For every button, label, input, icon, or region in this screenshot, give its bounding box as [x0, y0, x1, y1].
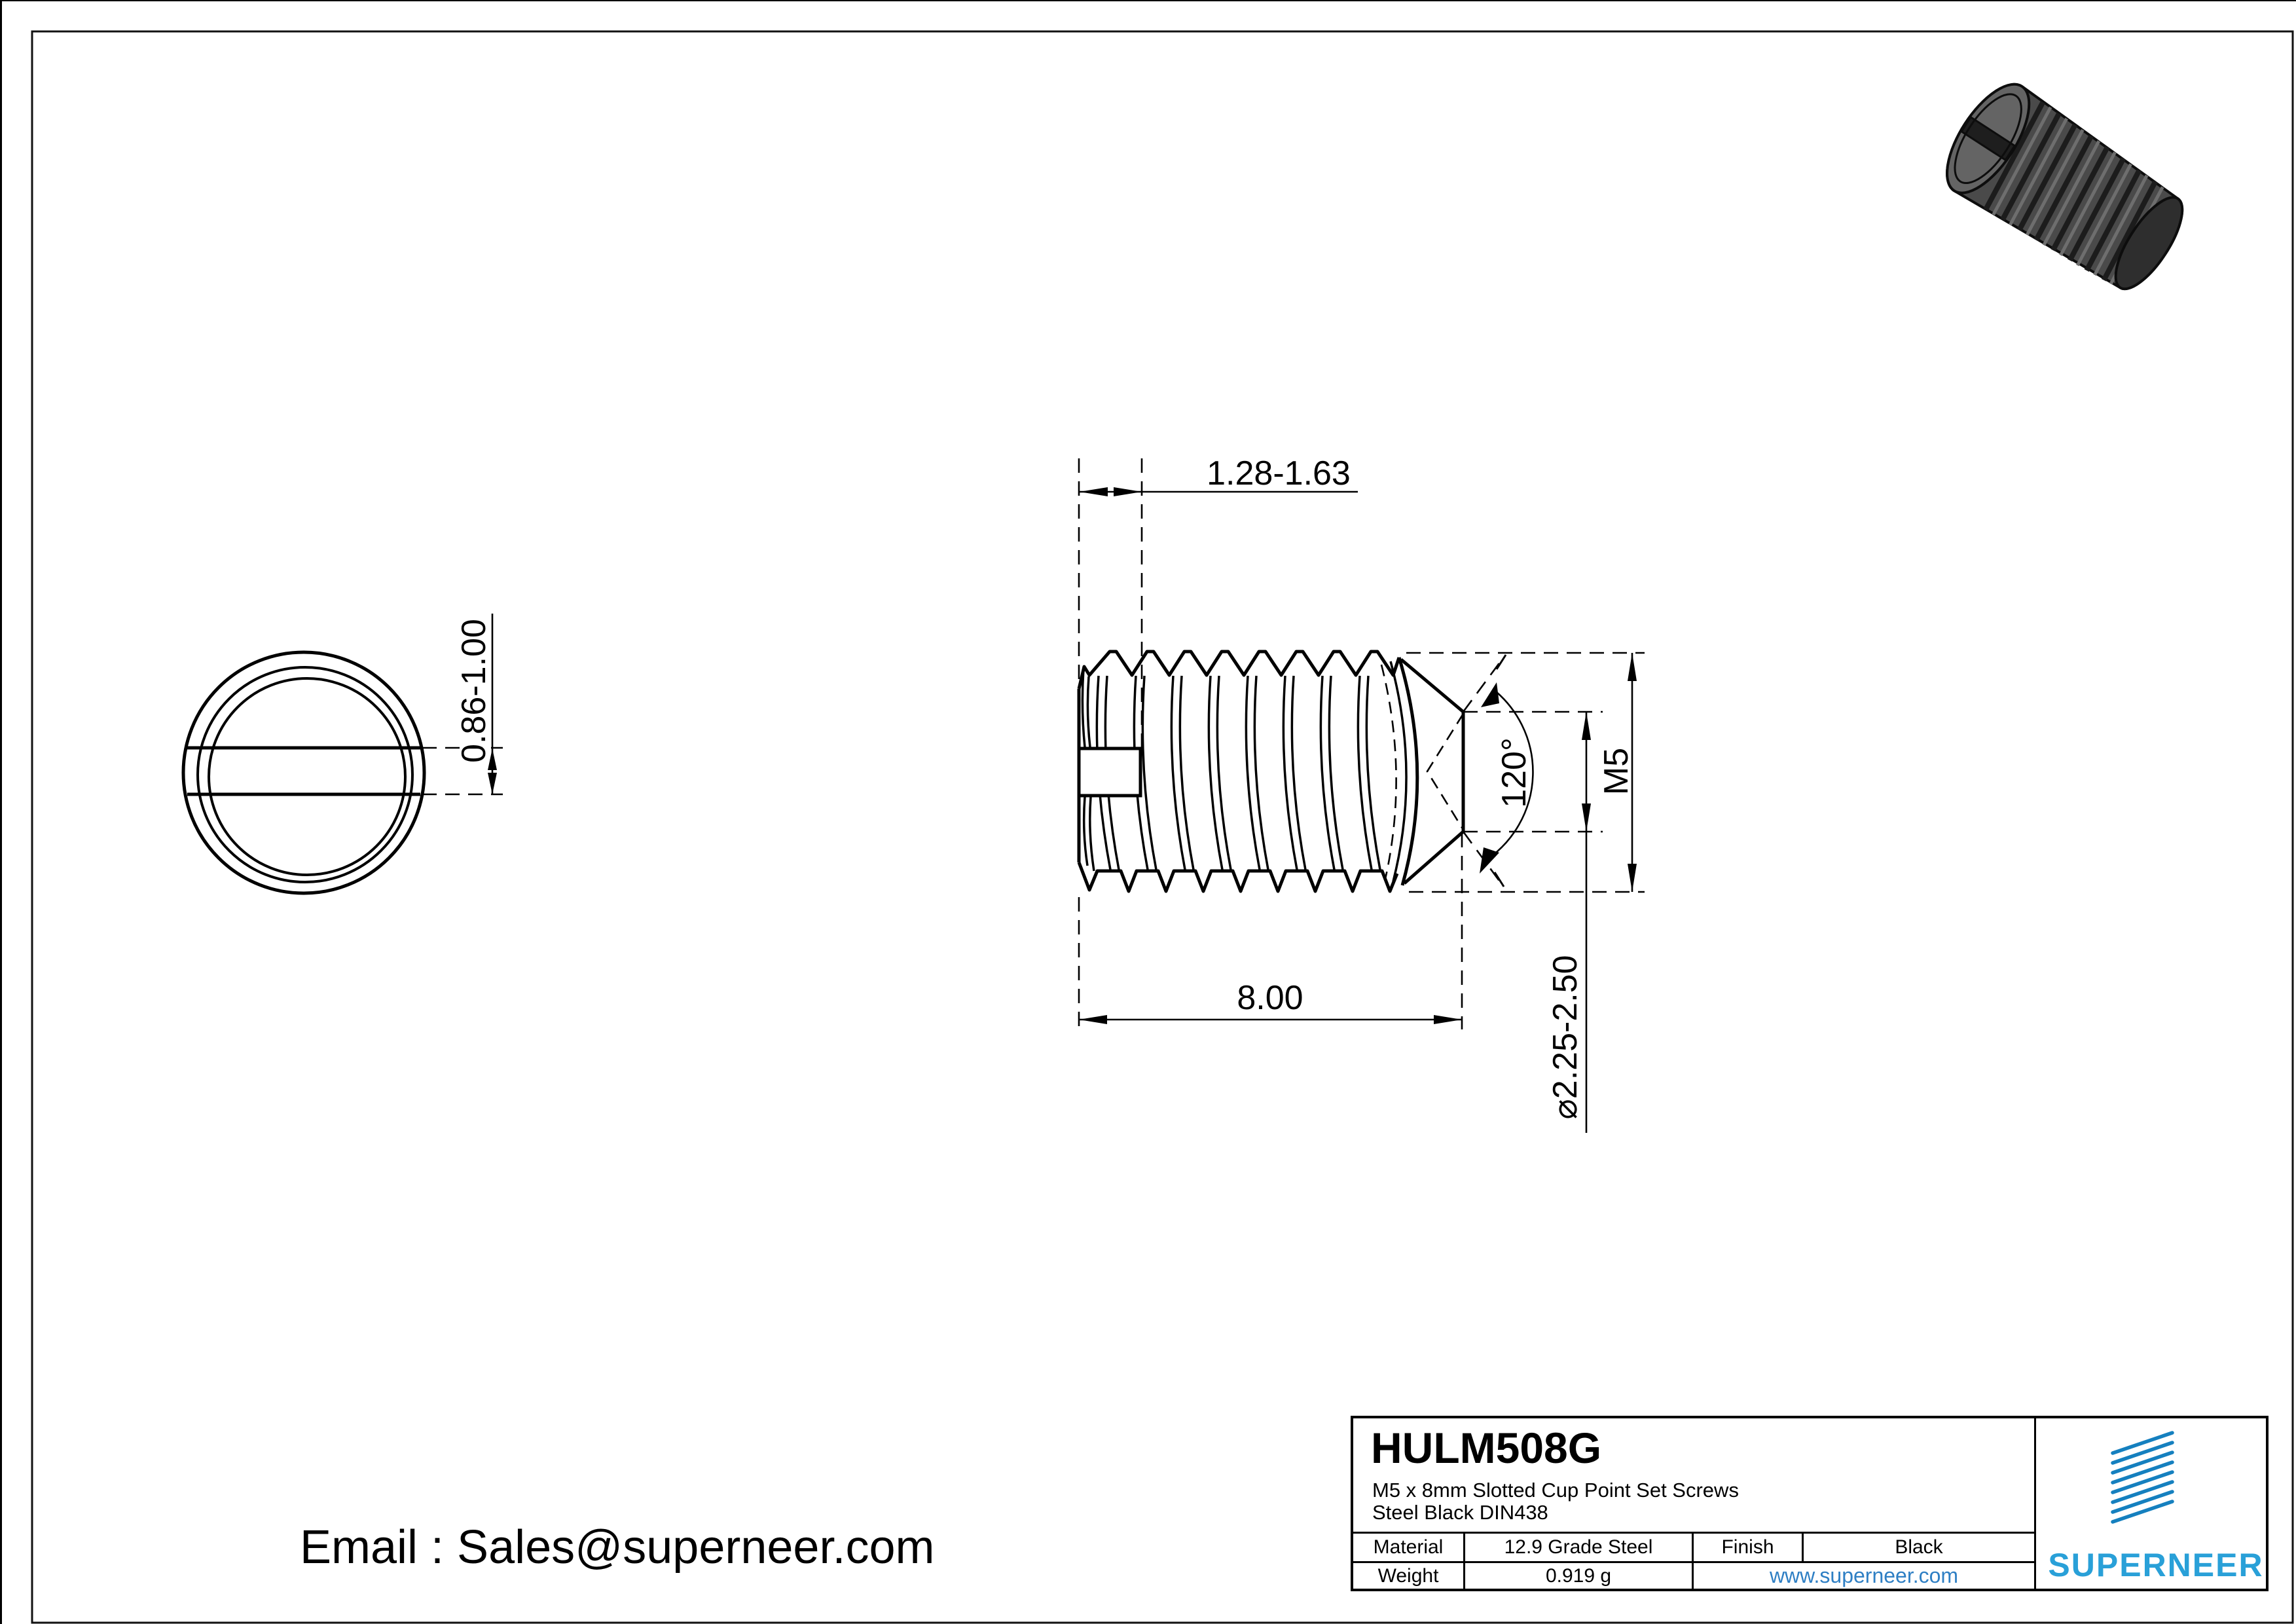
- front-outer-circle: [183, 652, 424, 893]
- end-face-hidden-arc: [1381, 665, 1396, 879]
- title-area: [1353, 1418, 2034, 1534]
- front-inner-circle-1: [198, 667, 412, 882]
- finish-label: Finish: [1694, 1534, 1804, 1561]
- weight-value: 0.919 g: [1465, 1563, 1694, 1589]
- title-block-main: [1353, 1418, 2036, 1589]
- material-value: 12.9 Grade Steel: [1465, 1534, 1694, 1561]
- front-slot-edges: [186, 748, 422, 794]
- end-face-inner-arc: [1391, 661, 1406, 881]
- part-description-line1: M5 x 8mm Slotted Cup Point Set Screws: [1372, 1479, 1739, 1502]
- dim-cup-diameter-label: ⌀2.25-2.50: [1546, 955, 1584, 1120]
- arrowhead-left: [1079, 1015, 1107, 1024]
- front-view: [183, 652, 424, 893]
- end-face-arc: [1399, 657, 1417, 885]
- material-label: Material: [1353, 1534, 1465, 1561]
- arrowhead-up: [1582, 712, 1591, 740]
- slot-notch: [1079, 748, 1140, 796]
- render-3d-screw: [1931, 71, 2200, 306]
- material-finish-row: [1353, 1534, 2034, 1563]
- arrowhead-right: [1114, 487, 1142, 496]
- construction-lines: [1079, 458, 1645, 1029]
- thread-top-profile: [1079, 652, 1399, 689]
- front-inner-circle-2: [209, 678, 405, 875]
- thread-bottom-profile: [1079, 862, 1397, 891]
- title-block: [1351, 1416, 2269, 1591]
- cup-diameter-dimension: [1546, 712, 1591, 1133]
- website-link[interactable]: www.superneer.com: [1769, 1564, 1959, 1587]
- slot-depth-dimension: [1080, 454, 1358, 496]
- dim-thread-label: M5: [1597, 747, 1635, 796]
- arrowhead-down: [488, 773, 497, 794]
- dim-slot-depth-label: 1.28-1.63: [1207, 454, 1351, 492]
- arrowhead-down: [1582, 803, 1591, 832]
- arrowhead-left: [1080, 487, 1108, 496]
- contact-email: Email : Sales@superneer.com: [300, 1521, 935, 1574]
- front-slot-width-dimension: [399, 614, 503, 794]
- thread-dimension: [1597, 653, 1637, 892]
- cup-hidden-lines: [1427, 714, 1463, 830]
- arc-arrowhead-top: [1481, 682, 1499, 707]
- weight-website-row: [1353, 1563, 2034, 1589]
- sheet-border: [32, 31, 2293, 1623]
- logo-cell: [2038, 1418, 2266, 1589]
- side-view: [1079, 652, 1463, 891]
- length-dimension: [1079, 979, 1462, 1024]
- arrowhead-down: [1628, 864, 1637, 892]
- brand-name: SUPERNEER: [2048, 1547, 2264, 1583]
- dim-cup-angle-label: 120°: [1495, 737, 1533, 808]
- arrowhead-right: [1434, 1015, 1462, 1024]
- finish-value: Black: [1895, 1536, 1943, 1558]
- dim-slot-width-label: 0.86-1.00: [455, 619, 493, 763]
- weight-label: Weight: [1353, 1563, 1465, 1589]
- dim-length-label: 8.00: [1237, 979, 1303, 1017]
- part-description-line2: Steel Black DIN438: [1372, 1501, 1548, 1524]
- part-number: HULM508G: [1371, 1424, 1602, 1472]
- cup-angle-dimension: [1480, 655, 1533, 887]
- arrowhead-up: [1628, 653, 1637, 681]
